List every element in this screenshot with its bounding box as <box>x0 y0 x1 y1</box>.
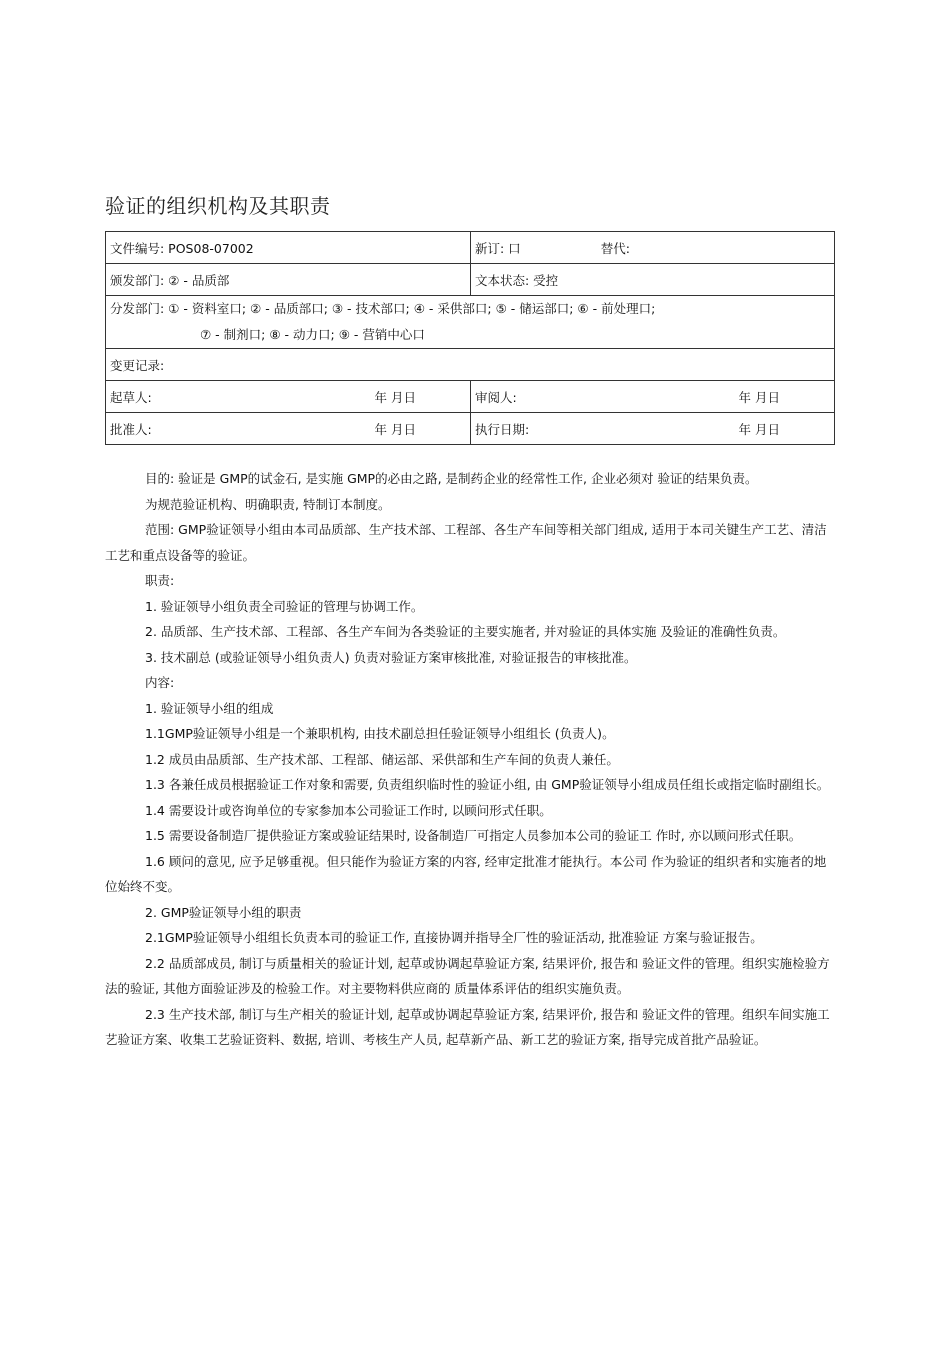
page-title: 验证的组织机构及其职责 <box>105 194 331 218</box>
drafter-label: 起草人: <box>110 389 152 405</box>
approver-date: 年 月日 <box>374 421 416 437</box>
body-paragraph: 1.6 顾问的意见, 应予足够重视。但只能作为验证方案的内容, 经审定批准才能执行。本公司 作为验证的组织者和实施者的地位始终不变。 <box>105 853 827 894</box>
document-control-table <box>105 231 835 445</box>
body-paragraph: 2.1GMP验证领导小组组长负责本司的验证工作, 直接协调并指导全厂性的验证活动, 批准验证 方案与验证报告。 <box>145 930 763 945</box>
exec-date-cell <box>471 413 835 445</box>
body-paragraph: 1.4 需要设计或咨询单位的专家参加本公司验证工作时, 以顾问形式任职。 <box>145 802 552 818</box>
reviewer-cell <box>471 381 835 413</box>
body-paragraph: 1. 验证领导小组负责全司验证的管理与协调工作。 <box>145 598 424 614</box>
issue-dept-cell: 颁发部门: ② - 品质部 <box>106 264 471 296</box>
body-paragraph: 职责: <box>145 573 175 588</box>
doc-status-cell: 文本状态: 受控 <box>471 264 835 296</box>
body-paragraph: 目的: 验证是 GMP的试金石, 是实施 GMP的必由之路, 是制药企业的经常性工作, 企业必须对 验证的结果负责。 <box>145 471 758 486</box>
body-paragraph: 2.2 品质部成员, 制订与质量相关的验证计划, 起草或协调起草验证方案, 结果评价, 报告和 验证文件的管理。组织实施检验方法的验证, 其他方面验证涉及的检验工作。对主要物料供应商的 质量体系评估的组织实施负责。 <box>105 955 830 996</box>
document-body <box>105 466 835 1053</box>
body-paragraph: 1.1GMP验证领导小组是一个兼职机构, 由技术副总担任验证领导小组组长 (负责人)。 <box>145 726 615 741</box>
drafter-cell <box>106 381 471 413</box>
distribution-cell <box>106 296 835 349</box>
exec-date-value: 年 月日 <box>738 421 780 437</box>
body-paragraph: 1. 验证领导小组的组成 <box>145 700 274 716</box>
body-paragraph: 为规范验证机构、明确职责, 特制订本制度。 <box>145 496 391 512</box>
revision-cell <box>471 232 835 264</box>
body-paragraph: 1.3 各兼任成员根据验证工作对象和需要, 负责组织临时性的验证小组, 由 GMP验证领导小组成员任组长或指定临时副组长。 <box>145 777 830 792</box>
file-number-cell: 文件编号: POS08-07002 <box>106 232 471 264</box>
reviewer-label: 审阅人: <box>475 389 517 405</box>
body-paragraph: 范围: GMP验证领导小组由本司品质部、生产技术部、工程部、各生产车间等相关部门组成, 适用于本司关键生产工艺、清洁工艺和重点设备等的验证。 <box>105 522 827 563</box>
body-paragraph: 2.3 生产技术部, 制订与生产相关的验证计划, 起草或协调起草验证方案, 结果评价, 报告和 验证文件的管理。组织车间实施工艺验证方案、收集工艺验证资料、数据, 培训、考核生产人员, 起草新产品、新工艺的验证方案, 指导完成首批产品验证。 <box>105 1006 830 1047</box>
replace-label: 替代: <box>600 240 630 256</box>
distribution-line-1: 分发部门: ① - 资料室口; ② - 品质部口; ③ - 技术部口; ④ - 采供部口; ⑤ - 储运部口; ⑥ - 前处理口; <box>110 301 656 316</box>
reviewer-date: 年 月日 <box>738 389 780 405</box>
new-revision-label: 新订: 口 <box>475 240 521 256</box>
body-paragraph: 1.2 成员由品质部、生产技术部、工程部、储运部、采供部和生产车间的负责人兼任。 <box>145 751 619 767</box>
drafter-date: 年 月日 <box>374 389 416 405</box>
exec-date-label: 执行日期: <box>475 421 530 437</box>
distribution-line-2: ⑦ - 制剂口; ⑧ - 动力口; ⑨ - 营销中心口 <box>200 327 425 342</box>
approver-cell <box>106 413 471 445</box>
body-paragraph: 3. 技术副总 (或验证领导小组负责人) 负责对验证方案审核批准, 对验证报告的审核批准。 <box>145 649 637 665</box>
body-paragraph: 内容: <box>145 675 175 690</box>
change-record-cell: 变更记录: <box>106 349 835 381</box>
body-paragraph: 2. 品质部、生产技术部、工程部、各生产车间为各类验证的主要实施者, 并对验证的具体实施 及验证的准确性负责。 <box>145 624 786 639</box>
body-paragraph: 2. GMP验证领导小组的职责 <box>145 904 302 920</box>
approver-label: 批准人: <box>110 421 152 437</box>
body-paragraph: 1.5 需要设备制造厂提供验证方案或验证结果时, 设备制造厂可指定人员参加本公司的验证工 作时, 亦以顾问形式任职。 <box>145 828 802 843</box>
